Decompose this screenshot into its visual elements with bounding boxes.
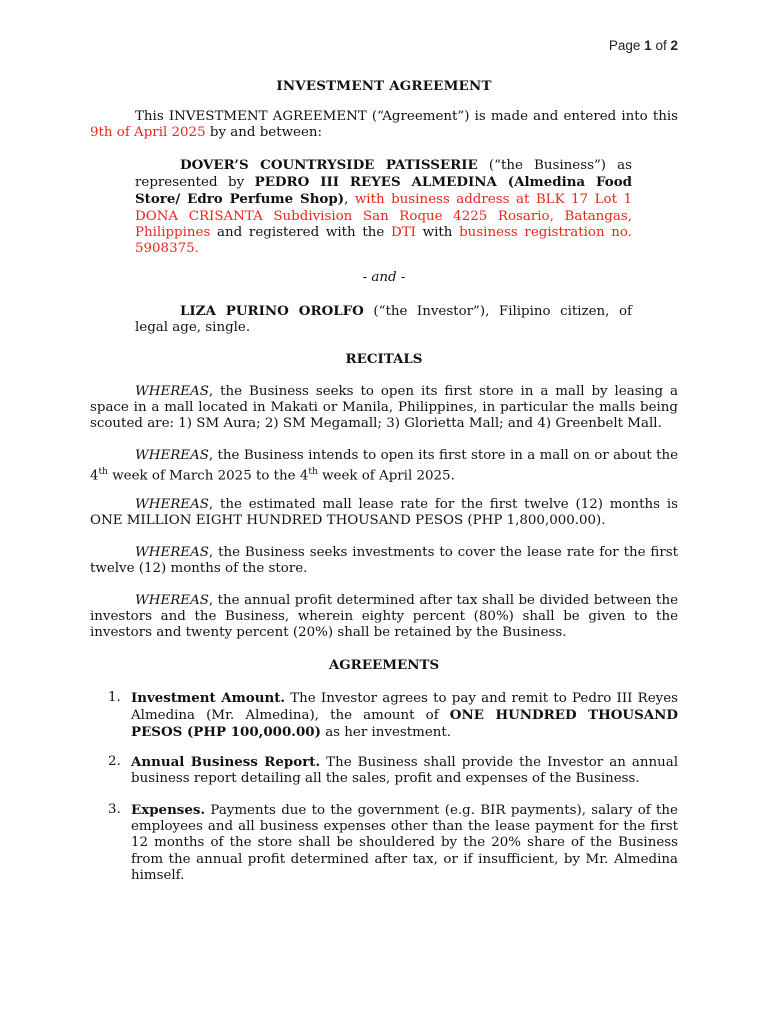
item-text: Payments due to the government (e.g. BIR payments), salary of the employees and all business expenses other than the lease payment for the first 12 months of the store shall be shouldered by the 20% share of the Business from the annual profit determined after tax, or if insufficient, by Mr. Almedina himself. xyxy=(131,803,678,883)
page-label: Page xyxy=(608,38,641,53)
intro-text-end: by and between: xyxy=(205,125,323,141)
agreement-item xyxy=(90,690,678,742)
page-current: 1 xyxy=(644,38,652,53)
recital-2-text-a: , the Business intends to open its first store in a mall on or about the 4 xyxy=(90,448,678,484)
recital-5 xyxy=(90,593,678,642)
party1-text4: with xyxy=(415,224,460,240)
registration-number: business registration no. 5908375. xyxy=(135,224,633,257)
agreements-heading: AGREEMENTS xyxy=(328,657,440,673)
party-investor xyxy=(135,303,632,336)
party1-text3: and registered with the xyxy=(210,224,391,240)
dti-text: DTI xyxy=(390,224,416,240)
business-name: DOVER’S COUNTRYSIDE PATISSERIE xyxy=(180,157,478,173)
item-label: Expenses. xyxy=(131,802,206,818)
investment-amount: ONE HUNDRED THOUSAND PESOS (PHP 100,000.00) xyxy=(131,707,678,741)
party-business xyxy=(135,157,632,257)
sup-th: th xyxy=(308,467,318,478)
item-number: 3. xyxy=(108,802,121,817)
page-total: 2 xyxy=(670,38,678,53)
whereas: WHEREAS xyxy=(135,593,209,608)
business-address: with business address at BLK 17 Lot 1 DONA CRISANTA Subdivision San Roque 4225 Rosario, Batangas, Philippines xyxy=(135,192,632,240)
item-number: 1. xyxy=(108,690,121,705)
item-text: The Business shall provide the Investor an annual business report detailing all the sales, profit and expenses of the Business. xyxy=(131,755,678,787)
and-separator xyxy=(90,270,678,286)
recital-5-text: , the annual profit determined after tax shall be divided between the investors and the Business, wherein eighty percent (80%) shall be given to the investors and twenty percent (20%) shall be retained by the Business. xyxy=(90,593,678,641)
recital-3 xyxy=(90,497,678,529)
recital-2 xyxy=(90,448,678,485)
intro-text: This INVESTMENT AGREEMENT (“Agreement”) is made and entered into this xyxy=(135,109,678,124)
whereas: WHEREAS xyxy=(135,384,209,399)
representative-name: PEDRO III REYES ALMEDINA (Almedina Food Store/ Edro Perfume Shop) xyxy=(135,174,632,208)
agreement-item xyxy=(90,754,678,787)
item-text-end: as her investment. xyxy=(320,725,452,741)
investor-text: (“the Investor”), Filipino citizen, of legal age, single. xyxy=(135,304,632,336)
agreement-date: 9th of April 2025 xyxy=(90,125,206,141)
party1-text2: , xyxy=(344,192,355,208)
intro-paragraph xyxy=(90,109,678,141)
recital-1-text: , the Business seeks to open its first store in a mall by leasing a space in a mall located in Makati or Manila, Philippines, in particular the malls being scouted are: 1) SM Aura; 2) SM Megamall; 3) Glorietta Mall; and 4) Greenbelt Mall. xyxy=(90,384,678,432)
document-title: INVESTMENT AGREEMENT xyxy=(276,78,492,94)
item-label: Annual Business Report. xyxy=(131,754,321,770)
party1-text1: (“the Business”) as represented by xyxy=(135,158,632,191)
item-label: Investment Amount. xyxy=(131,690,286,706)
page-of: of xyxy=(655,38,667,53)
investor-name: LIZA PURINO OROLFO xyxy=(180,303,364,319)
document-page xyxy=(90,0,678,1024)
recital-3-text: , the estimated mall lease rate for the first twelve (12) months is ONE MILLION EIGHT HUNDRED THOUSAND PESOS (PHP 1,800,000.00). xyxy=(90,497,678,529)
sup-th: th xyxy=(98,467,108,478)
recital-4 xyxy=(90,545,678,577)
item-number: 2. xyxy=(108,754,121,769)
item-text: The Investor agrees to pay and remit to Pedro III Reyes Almedina (Mr. Almedina), the amount of xyxy=(131,691,678,724)
whereas: WHEREAS xyxy=(135,497,209,512)
and-text: - and - xyxy=(362,270,406,285)
whereas: WHEREAS xyxy=(135,545,209,560)
recital-4-text: , the Business seeks investments to cover the lease rate for the first twelve (12) months of the store. xyxy=(90,545,678,577)
recital-2-text-c: week of April 2025. xyxy=(317,468,455,484)
recitals-heading: RECITALS xyxy=(345,351,423,367)
recital-1 xyxy=(90,384,678,433)
recital-2-text-b: week of March 2025 to the 4 xyxy=(107,468,309,484)
agreement-item xyxy=(90,802,678,884)
whereas: WHEREAS xyxy=(135,448,209,463)
